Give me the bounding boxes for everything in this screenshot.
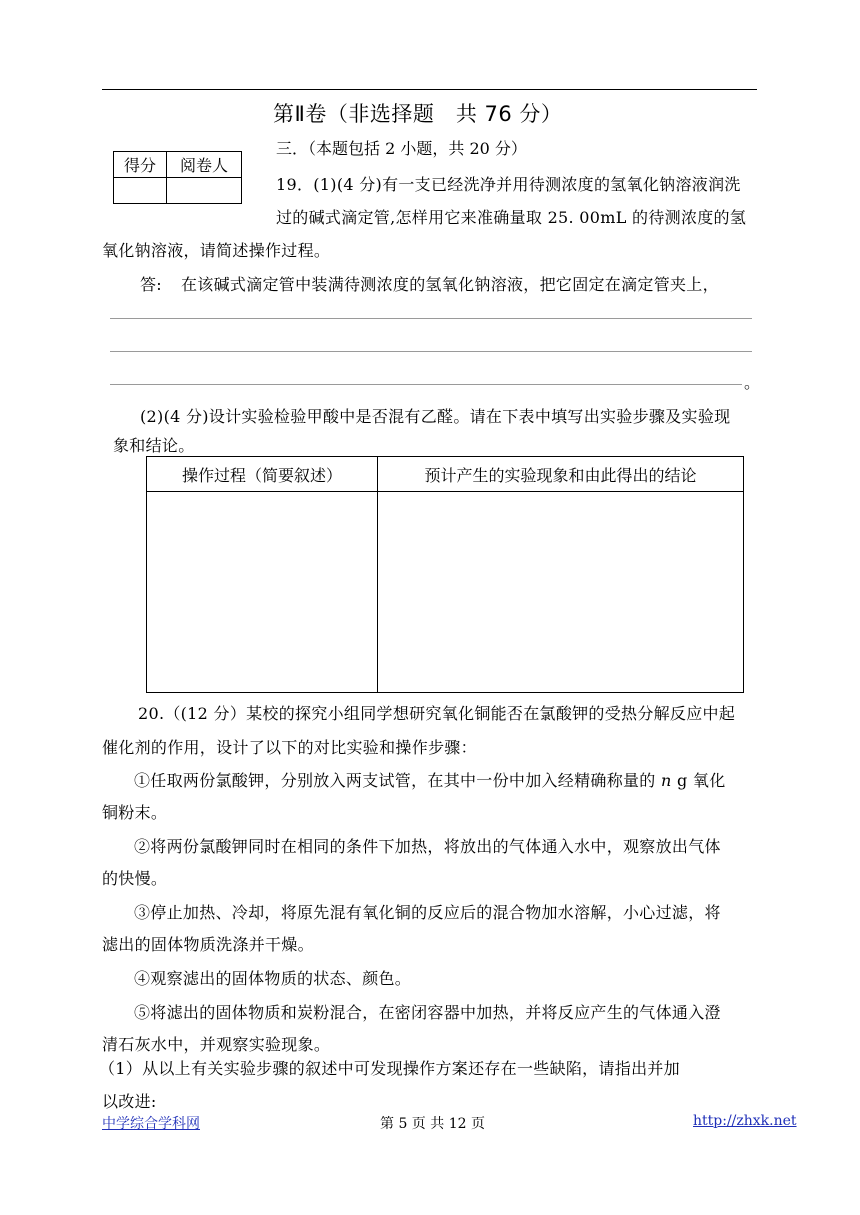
answer-blank-line[interactable]: [110, 318, 752, 319]
q20-step2-line2: 的快慢。: [102, 869, 168, 888]
score-cell[interactable]: [114, 178, 167, 204]
grader-cell[interactable]: [167, 178, 242, 204]
q19-part2-line1: (2)(4 分)设计实验检验甲酸中是否混有乙醛。请在下表中填写出实验步骤及实验现: [140, 407, 731, 426]
q19-part2-line2: 象和结论。: [113, 436, 195, 455]
procedure-answer-cell[interactable]: [147, 492, 378, 693]
q20-step5-line1: ⑤将滤出的固体物质和炭粉混合，在密闭容器中加热，并将反应产生的气体通入澄: [134, 1003, 721, 1022]
q20-step1-line1: [134, 768, 726, 791]
footer-page-number: 第 5 页 共 12 页: [380, 1116, 485, 1132]
q20-step3-line1: ③停止加热、冷却，将原先混有氧化铜的反应后的混合物加水溶解，小心过滤，将: [134, 903, 721, 922]
result-answer-cell[interactable]: [378, 492, 744, 693]
top-rule: [102, 89, 757, 90]
step1-text-end: g 氧化: [677, 771, 726, 790]
q20-step3-line2: 滤出的固体物质洗涤并干燥。: [102, 935, 314, 954]
experiment-table: [146, 456, 744, 693]
step1-variable: n: [661, 771, 672, 790]
section-heading: 三．（本题包括 2 小题，共 20 分）: [276, 139, 527, 158]
answer-label: 答:: [140, 275, 162, 294]
q20-step2-line1: ②将两份氯酸钾同时在相同的条件下加热，将放出的气体通入水中，观察放出气体: [134, 837, 721, 856]
score-box: [113, 151, 242, 204]
footer-url-link[interactable]: http://zhxk.net: [693, 1113, 797, 1129]
q19-part1-line2: 过的碱式滴定管,怎样用它来准确量取 25. 00mL 的待测浓度的氢: [276, 208, 747, 227]
q20-step5-line2: 清石灰水中，并观察实验现象。: [102, 1035, 331, 1054]
answer-blank-line[interactable]: [110, 351, 752, 352]
step1-text: ①任取两份氯酸钾，分别放入两支试管，在其中一份中加入经精确称量的: [134, 771, 656, 790]
q20-line2: 催化剂的作用，设计了以下的对比实验和操作步骤：: [102, 738, 477, 757]
q20-sub1-line1: （1）从以上有关实验步骤的叙述中可发现操作方案还存在一些缺陷，请指出并加: [99, 1059, 680, 1078]
answer-text: 在该碱式滴定管中装满待测浓度的氢氧化钠溶液，把它固定在滴定管夹上，: [181, 275, 719, 294]
q20-line1: 20.（(12 分）某校的探究小组同学想研究氧化铜能否在氯酸钾的受热分解反应中起: [138, 704, 736, 723]
grader-label: 阅卷人: [167, 152, 242, 178]
page-title: 第Ⅱ卷（非选择题 共 76 分）: [273, 102, 563, 126]
table-header-result: 预计产生的实验现象和由此得出的结论: [378, 457, 744, 492]
q20-step4-line1: ④观察滤出的固体物质的状态、颜色。: [134, 969, 412, 988]
answer-blank-line[interactable]: [110, 384, 742, 385]
q20-step1-line2: 铜粉末。: [102, 803, 168, 822]
table-header-procedure: 操作过程（简要叙述）: [147, 457, 378, 492]
q19-part1-line1: 19．(1)(4 分)有一支已经洗净并用待测浓度的氢氧化钠溶液润洗: [276, 175, 741, 194]
footer-site-link[interactable]: 中学综合学科网: [102, 1116, 200, 1132]
q20-sub1-line2: 以改进:: [102, 1092, 157, 1111]
answer-end-mark: 。: [744, 373, 761, 392]
q19-part1-line3: 氧化钠溶液，请简述操作过程。: [102, 241, 331, 260]
score-label: 得分: [114, 152, 167, 178]
